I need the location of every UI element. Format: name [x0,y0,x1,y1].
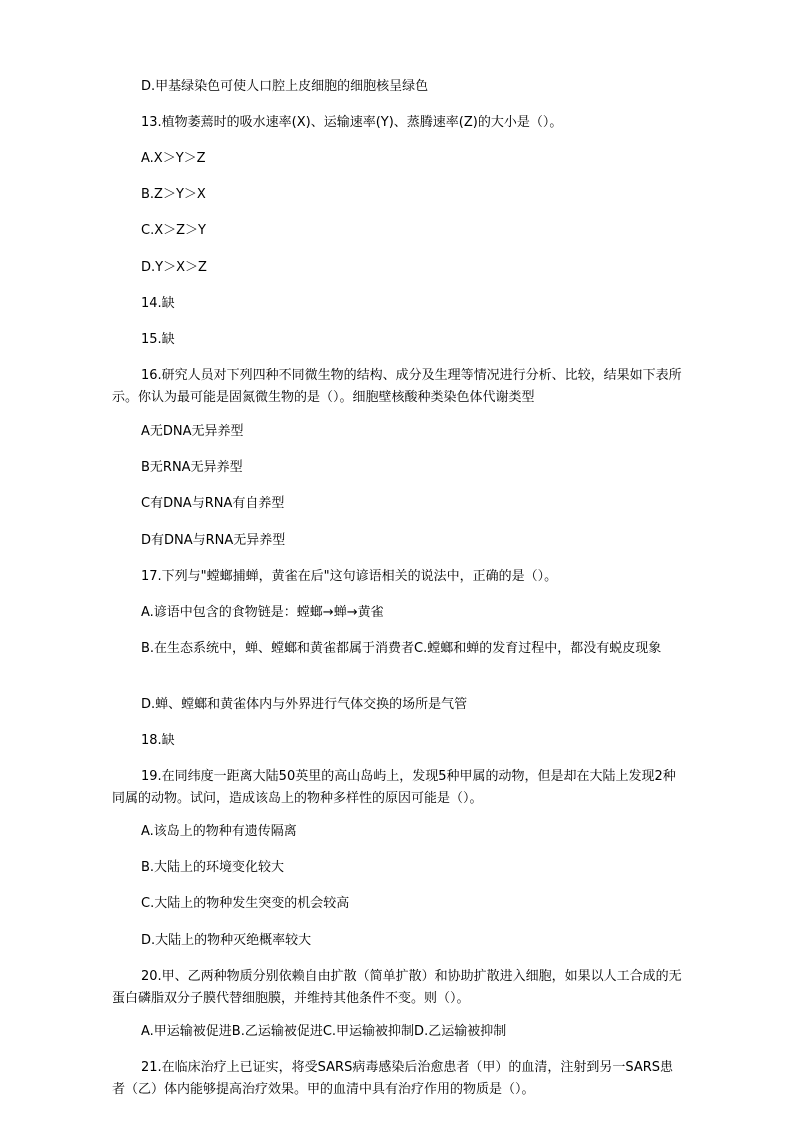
option-line: D有DNA与RNA无异养型 [141,533,286,548]
option-line: B.大陆上的环境变化较大 [141,860,285,875]
option-line: B无RNA无异养型 [141,460,243,475]
option-line: C有DNA与RNA有自养型 [141,496,285,511]
question-paragraph: 20.甲、乙两种物质分别依赖自由扩散（简单扩散）和协助扩散进入细胞，如果以人工合成的无蛋白磷脂双分子膜代替细胞膜，并维持其他条件不变。则（）。 [112,969,682,1006]
option-line: D.蝉、螳螂和黄雀体内与外界进行气体交换的场所是气管 [141,697,468,712]
option-line: D.大陆上的物种灭绝概率较大 [141,933,312,948]
question-line: 17.下列与"螳螂捕蝉，黄雀在后"这句谚语相关的说法中，正确的是（）。 [141,569,558,584]
question-line: 15.缺 [141,332,175,347]
question-paragraph: 21.在临床治疗上已证实，将受SARS病毒感染后治愈患者（甲）的血清，注射到另一SARS患者（乙）体内能够提高治疗效果。甲的血清中具有治疗作用的物质是（）。 [112,1060,674,1097]
option-line: A.谚语中包含的食物链是：螳螂→蝉→黄雀 [141,605,384,620]
question-line: 14.缺 [141,296,175,311]
option-line: B.Z＞Y＞X [141,187,206,202]
question-paragraph: 16.研究人员对下列四种不同微生物的结构、成分及生理等情况进行分析、比较，结果如下表所示。你认为最可能是固氮微生物的是（）。细胞壁核酸种类染色体代谢类型 [112,368,682,405]
option-line: C.X＞Z＞Y [141,223,206,238]
question-line: 13.植物萎蔫时的吸水速率(X)、运输速率(Y)、蒸腾速率(Z)的大小是（）。 [141,115,563,130]
question-paragraph: 19.在同纬度一距离大陆50英里的高山岛屿上，发现5种甲属的动物，但是却在大陆上发现2种同属的动物。试问，造成该岛上的物种多样性的原因可能是（）。 [112,769,676,806]
option-line: A无DNA无异养型 [141,424,244,439]
question-line: 18.缺 [141,733,175,748]
option-line: D.甲基绿染色可使人口腔上皮细胞的细胞核呈绿色 [141,79,429,94]
option-line: C.大陆上的物种发生突变的机会较高 [141,896,350,911]
option-line: A.甲运输被促进B.乙运输被促进C.甲运输被抑制D.乙运输被抑制 [141,1024,507,1039]
option-line: D.Y＞X＞Z [141,260,207,275]
option-paragraph: B.在生态系统中，蝉、螳螂和黄雀都属于消费者C.螳螂和蝉的发育过程中，都没有蜕皮现象 [141,641,662,656]
option-line: A.X＞Y＞Z [141,151,206,166]
option-line: A.该岛上的物种有遗传隔离 [141,824,297,839]
